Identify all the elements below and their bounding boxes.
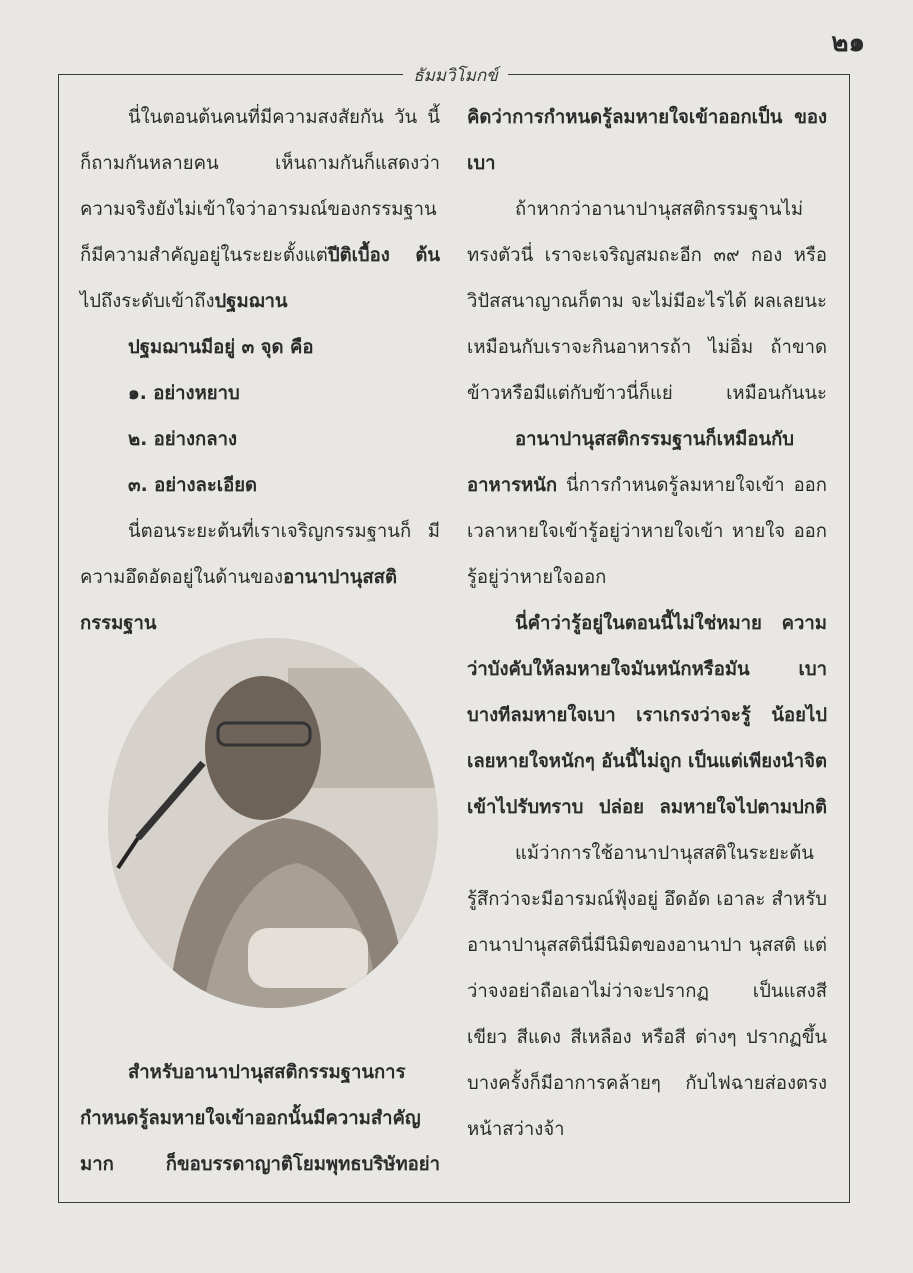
monk-photo xyxy=(108,638,438,1008)
right-para-2: ถ้าหากว่าอานาปานุสสติกรรมฐานไม่ ทรงตัวนี่ เราจะเจริญสมถะอีก ๓๙ กอง หรือวิปัสสนาญาณก็ตาม จะไม่มีอะไรได้ ผลเลยนะ เหมือนกับเราจะกินอาหารถ้า ไม่อิ่ม ถ้าขาดข้าวหรือมีแต่กับข้าวนี่ก็แย่ เหมือนกันนะ xyxy=(467,199,827,404)
list-heading: ปฐมฌานมีอยู่ ๓ จุด คือ xyxy=(128,337,314,358)
left-caption: สำหรับอานาปานุสสติกรรมฐานการ กำหนดรู้ลมหายใจเข้าออกนั้นมีความสำคัญ มาก ก็ขอบรรดาญาติโยมพุทธบริษัทอย่า xyxy=(80,1062,440,1175)
right-para-3: อานาปานุสสติกรรมฐานก็เหมือนกับ อาหารหนัก นี่การกำหนดรู้ลมหายใจเข้า ออก เวลาหายใจเข้ารู้อยู่ว่าหายใจเข้า หายใจ ออกรู้อยู่ว่าหายใจออก xyxy=(467,429,827,588)
left-para-1: นี่ในตอนต้นคนที่มีความสงสัยกัน วัน นี้ก็ถามกันหลายคน เห็นถามกันก็แสดงว่า ความจริงยังไม่เข้าใจว่าอารมณ์ของกรรมฐาน ก็มีความสำคัญอยู่ในระยะตั้งแต่ปีติเบื้อง ต้น ไปถึงระดับเข้าถึงปฐมฌาน xyxy=(80,107,440,312)
left-para-2: นี่ตอนระยะต้นที่เราเจริญกรรมฐานก็ มีความอึดอัดอยู่ในด้านของอานาปานุสสติ กรรมฐาน xyxy=(80,521,440,634)
right-para-5: แม้ว่าการใช้อานาปานุสสติในระยะต้น รู้สึกว่าจะมีอารมณ์ฟุ้งอยู่ อึดอัด เอาละ สำหรับอานาปานุสสตินี่มีนิมิตของอานาปา นุสสติ แต่ว่าจงอย่าถือเอาไม่ว่าจะปรากฏ เป็นแสงสีเขียว สีแดง สีเหลือง หรือสี ต่างๆ ปรากฏขึ้น บางครั้งก็มีอาการคล้ายๆ กับไฟฉายส่องตรงหน้าสว่างจ้า xyxy=(467,843,827,1140)
right-para-1: คิดว่าการกำหนดรู้ลมหายใจเข้าออกเป็น ของเบา xyxy=(467,107,827,174)
right-para-4: นี่คำว่ารู้อยู่ในตอนนี้ไม่ใช่หมาย ความว่าบังคับให้ลมหายใจมันหนักหรือมัน เบา บางทีลมหายใจเบา เราเกรงว่าจะรู้ น้อยไป เลยหายใจหนักๆ อันนี้ไม่ถูก เป็นแต่เพียงนำจิตเข้าไปรับทราบ ปล่อย ลมหายใจไปตามปกติ xyxy=(467,613,827,818)
frame-top-left xyxy=(58,74,403,75)
frame-top-right xyxy=(508,74,850,75)
left-column xyxy=(80,95,440,647)
header-title: ธัมมวิโมกข์ xyxy=(413,66,498,86)
page-number: ๒๑ xyxy=(831,28,865,58)
monk-illustration xyxy=(108,638,438,1008)
list-item: ๑. อย่างหยาบ xyxy=(128,383,240,404)
list-item: ๒. อย่างกลาง xyxy=(128,429,237,450)
right-column xyxy=(467,95,827,1153)
list-item: ๓. อย่างละเอียด xyxy=(128,475,258,496)
